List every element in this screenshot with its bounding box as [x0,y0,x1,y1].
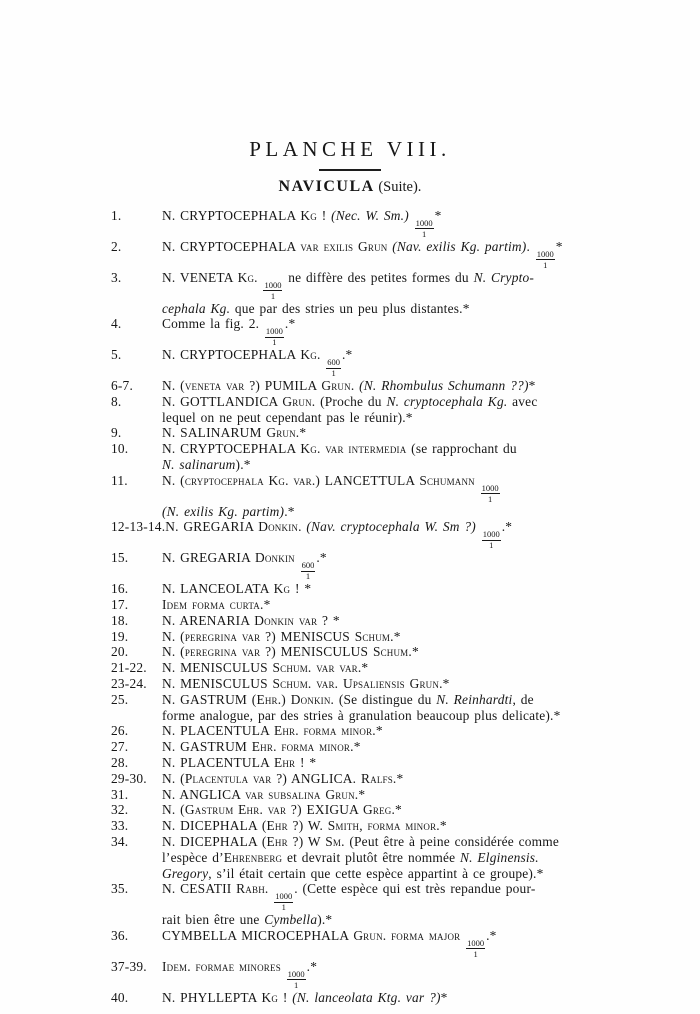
list-entry [111,802,603,818]
entry-number: 31. [111,786,129,802]
entry-text: N. GASTRUM (Ehr.) Donkin. (Se distingue du N. Reinhardti, de forme analogue, par des stries à granulation beaucoup plus delicate).* [162,691,561,723]
list-entry [111,613,603,629]
entry-number: 4. [111,316,122,332]
entry-number: 25. [111,691,129,707]
magnification-fraction: $\frac{1000}{1}$ [264,279,282,301]
entry-text: N. CRYPTOCEPHALA var exilis Grun (Nav. exilis Kg. partim). $\frac{1000}{1}$ * [162,238,563,270]
magnification-fraction: $\frac{600}{1}$ [327,357,340,379]
list-entry [111,519,603,550]
entry-text: N. CRYPTOCEPHALA Kg. $\frac{600}{1}$ .* [162,347,353,379]
entry-number: 28. [111,754,129,770]
list-entry [111,818,603,834]
title-rule [319,169,381,171]
entry-number: 3. [111,269,122,285]
entry-number: 17. [111,596,129,612]
entry-text: N. GREGARIA Donkin. (Nav. cryptocephala W. Sm ?) $\frac{1000}{1}$ .* [165,519,513,551]
entry-number: 9. [111,425,122,441]
list-entry [111,629,603,645]
entry-text: N. (Gastrum Ehr. var ?) EXIGUA Greg.* [162,802,402,818]
entry-number: 11. [111,472,128,488]
entry-number: 23-24. [111,675,147,691]
entry-number: 15. [111,550,129,566]
genus-name: NAVICULA [278,178,375,196]
entry-number: 18. [111,612,129,628]
entry-number: 33. [111,818,129,834]
list-entry [111,928,603,959]
list-entry [111,692,603,724]
entry-text: Comme la fig. 2. $\frac{1000}{1}$ .* [162,316,296,348]
entry-number: 32. [111,802,129,818]
list-entry [111,270,603,317]
plate-title: PLANCHE VIII. [249,137,451,161]
entry-text: N. MENISCULUS Schum. var var.* [162,660,369,676]
entry-number: 37-39. [111,958,147,974]
entry-number: 19. [111,628,129,644]
entry-number: 10. [111,441,129,457]
genus-suffix: (Suite). [374,179,422,196]
entry-number: 1. [111,208,122,224]
entry-text: N. GREGARIA Donkin $\frac{600}{1}$ .* [162,550,327,582]
entry-text: N. DICEPHALA (Ehr ?) W. Smith, forma minor.* [162,818,447,834]
entry-number: 36. [111,927,129,943]
entry-number: 2. [111,238,122,254]
list-entry [111,834,603,881]
entry-text: N. (veneta var ?) PUMILA Grun. (N. Rhombulus Schumann ??)* [162,378,536,394]
entry-text: N. CRYPTOCEPHALA Kg ! (Nec. W. Sm.) $\frac{1000}{1}$ * [162,208,442,239]
entry-text: N. (cryptocephala Kg. var.) LANCETTULA Schumann $\frac{1000}{1}$ (N. exilis Kg. partim).* [162,472,499,519]
entry-number: 21-22. [111,660,147,676]
entry-text: Idem. formae minores $\frac{1000}{1}$ .* [162,958,318,990]
entry-text: N. CESATII Rabh. $\frac{1000}{1}$ . (Cette espèce qui est très repandue pour- rait bien être une Cymbella).* [162,881,536,928]
magnification-fraction: $\frac{1000}{1}$ [287,968,305,990]
entry-text: N. VENETA Kg. $\frac{1000}{1}$ ne diffère des petites formes du N. Crypto- cephala Kg. que par des stries un peu plus distantes.* [162,269,535,316]
list-entry [111,425,603,441]
magnification-fraction: $\frac{1000}{1}$ [467,937,485,959]
list-entry [111,347,603,378]
entry-text: N. LANCEOLATA Kg ! * [162,581,312,597]
list-entry [111,771,603,787]
entry-number: 29-30. [111,770,147,786]
entry-text: N. PHYLLEPTA Kg ! (N. lanceolata Ktg. var ?)* [162,989,448,1005]
magnification-fraction: $\frac{1000}{1}$ [482,529,500,551]
magnification-fraction: $\frac{1000}{1}$ [415,218,433,239]
entry-number: 34. [111,833,129,849]
list-entry [111,881,603,928]
list-entry [111,739,603,755]
entry-number: 5. [111,347,122,363]
list-entry [111,597,603,613]
list-entry [111,990,603,1006]
entry-text: N. (peregrina var ?) MENISCUS Schum.* [162,628,401,644]
list-entry [111,441,603,473]
entry-number: 20. [111,644,129,660]
entry-number: 6-7. [111,378,133,394]
magnification-fraction: $\frac{1000}{1}$ [265,326,283,348]
entry-text: N. PLACENTULA Ehr ! * [162,754,317,770]
list-entry [111,208,603,239]
magnification-fraction: $\frac{1000}{1}$ [536,248,554,270]
list-entry [111,755,603,771]
list-entry [111,959,603,990]
list-entry [111,239,603,270]
magnification-fraction: $\frac{1000}{1}$ [481,482,499,504]
entry-text: N. CRYPTOCEPHALA Kg. var intermedia (se rapprochant du N. salinarum).* [162,441,517,473]
entry-number: 16. [111,581,129,597]
list-entry [111,394,603,426]
entry-number: 35. [111,881,129,897]
entry-text: N. MENISCULUS Schum. var. Upsaliensis Grun.* [162,675,450,691]
entry-text: N. GOTTLANDICA Grun. (Proche du N. cryptocephala Kg. avec lequel on ne peut cependant pas le réunir).* [162,393,538,425]
section-subtitle [0,178,700,196]
entry-number: 27. [111,739,129,755]
entry-text: N. DICEPHALA (Ehr ?) W Sm. (Peut être à peine considérée comme l’espèce d’Ehrenberg et devrait plutôt être nommée N. Elginensis. Gregory, s’il était certain que cette espèce appartint à ce groupe).* [162,833,560,881]
magnification-fraction: $\frac{600}{1}$ [301,560,315,582]
entry-text: N. (Placentula var ?) ANGLICA. Ralfs.* [162,770,404,786]
entry-number: 26. [111,723,129,739]
entry-text: N. (peregrina var ?) MENISCULUS Schum.* [162,644,419,660]
list-entry [111,581,603,597]
list-entry [111,660,603,676]
list-entry [111,473,603,520]
entry-text: N. ANGLICA var subsalina Grun.* [162,786,366,802]
entry-text: N. SALINARUM Grun.* [162,425,307,441]
list-entry [111,550,603,581]
list-entry [111,676,603,692]
entry-list [111,208,603,1005]
entry-text: N. ARENARIA Donkin var ? * [162,612,340,628]
entry-number: 40. [111,989,129,1005]
entry-number: 12-13-14. [111,519,166,535]
list-entry [111,723,603,739]
entry-text: Idem forma curta.* [162,596,271,612]
list-entry [111,644,603,660]
entry-text: CYMBELLA MICROCEPHALA Grun. forma major $\frac{1000}{1}$ .* [162,927,497,959]
list-entry [111,787,603,803]
list-entry [111,378,603,394]
magnification-fraction: $\frac{1000}{1}$ [275,891,293,913]
list-entry [111,316,603,347]
entry-text: N. GASTRUM Ehr. forma minor.* [162,739,361,755]
entry-text: N. PLACENTULA Ehr. forma minor.* [162,723,383,739]
entry-number: 8. [111,393,122,409]
